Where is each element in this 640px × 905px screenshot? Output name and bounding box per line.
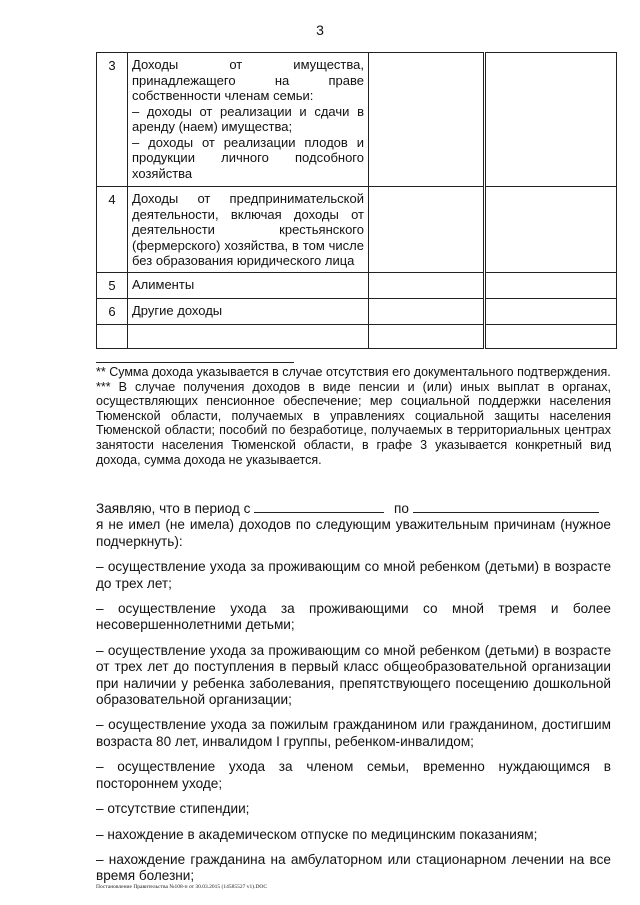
amount-cell [369, 187, 485, 273]
reason-item[interactable]: – нахождение гражданина на амбулаторном или стационарном лечении на все время болезни; [96, 851, 611, 884]
row-number [97, 325, 128, 349]
row-number: 5 [97, 273, 128, 299]
declaration-period [96, 500, 611, 517]
row-description: Алименты [128, 273, 369, 299]
document-cell [485, 325, 617, 349]
footnote-separator [96, 362, 294, 363]
amount-cell [369, 53, 485, 187]
declaration-prefix: Заявляю, что в период с [96, 501, 251, 516]
period-from-field[interactable] [254, 500, 384, 513]
period-to-field[interactable] [413, 500, 599, 513]
row-number: 3 [97, 53, 128, 187]
footnotes [96, 365, 611, 467]
declaration-text: я не имел (не имела) доходов по следующим уважительным причинам (нужное подчеркнуть): [96, 517, 611, 549]
reason-item[interactable]: – отсутствие стипендии; [96, 801, 250, 817]
reason-item[interactable]: – нахождение в академическом отпуске по медицинским показаниям; [96, 826, 538, 842]
table-row [97, 273, 617, 299]
page-number: 3 [316, 22, 324, 38]
row-description [128, 325, 369, 349]
document-footer: Постановление Правительства №108-п от 30.03.2015 (14585527 v1).DOC [96, 884, 268, 890]
statement [96, 500, 611, 885]
amount-cell [369, 273, 485, 299]
row-description: Доходы от предпринимательской деятельности, включая доходы от деятельности крестьянского (фермерского) хозяйства, в том числе без образования юридического лица [128, 187, 369, 273]
row-description-text: Доходы от имущества, принадлежащего на праве собственности членам семьи: – доходы от реализации и сдачи в аренду (наем) имущества; – доходы от реализации плодов и продукции личного подсобного хозяйства [132, 57, 364, 181]
document-cell [485, 299, 617, 325]
document-cell [485, 273, 617, 299]
amount-cell [369, 325, 485, 349]
row-description [128, 53, 369, 187]
declaration-po: по [393, 501, 409, 516]
row-number: 4 [97, 187, 128, 273]
reason-item[interactable]: – осуществление ухода за пожилым гражданином или гражданином, достигшим возраста 80 лет, инвалидом I группы, ребенком-инвалидом; [96, 717, 611, 749]
income-table [96, 52, 617, 349]
amount-cell [369, 299, 485, 325]
table-row [97, 187, 617, 273]
footnote-amount: ** Сумма дохода указывается в случае отсутствия его документального подтверждения. [96, 365, 611, 379]
table-row [97, 325, 617, 349]
reason-item[interactable]: – осуществление ухода за проживающими со мной тремя и более несовершеннолетними детьми; [96, 601, 611, 633]
footnote-pension: *** В случае получения доходов в виде пенсии и (или) иных выплат в органах, осуществляющих пенсионное обеспечение; мер социальной поддержки населения Тюменской области, получаемых в управлениях социальной защиты населения Тюменской области; пособий по безработице, получаемых в территориальных центрах занятости населения Тюменской области, в графе 3 указывается конкретный вид дохода, сумма дохода не указывается. [96, 379, 611, 467]
document-cell [485, 187, 617, 273]
reason-item[interactable]: – осуществление ухода за проживающим со мной ребенком (детьми) в возрасте до трех лет; [96, 559, 611, 591]
table-row [97, 53, 617, 187]
row-number: 6 [97, 299, 128, 325]
table-row [97, 299, 617, 325]
document-cell [485, 53, 617, 187]
reason-item[interactable]: – осуществление ухода за проживающим со мной ребенком (детьми) в возрасте от трех лет до поступления в первый класс общеобразовательной организации при наличии у ребенка заболевания, препятствующего посещению дошкольной образовательной организации; [96, 642, 611, 708]
row-description: Другие доходы [128, 299, 369, 325]
reason-item[interactable]: – осуществление ухода за членом семьи, временно нуждающимся в постороннем уходе; [96, 759, 611, 791]
